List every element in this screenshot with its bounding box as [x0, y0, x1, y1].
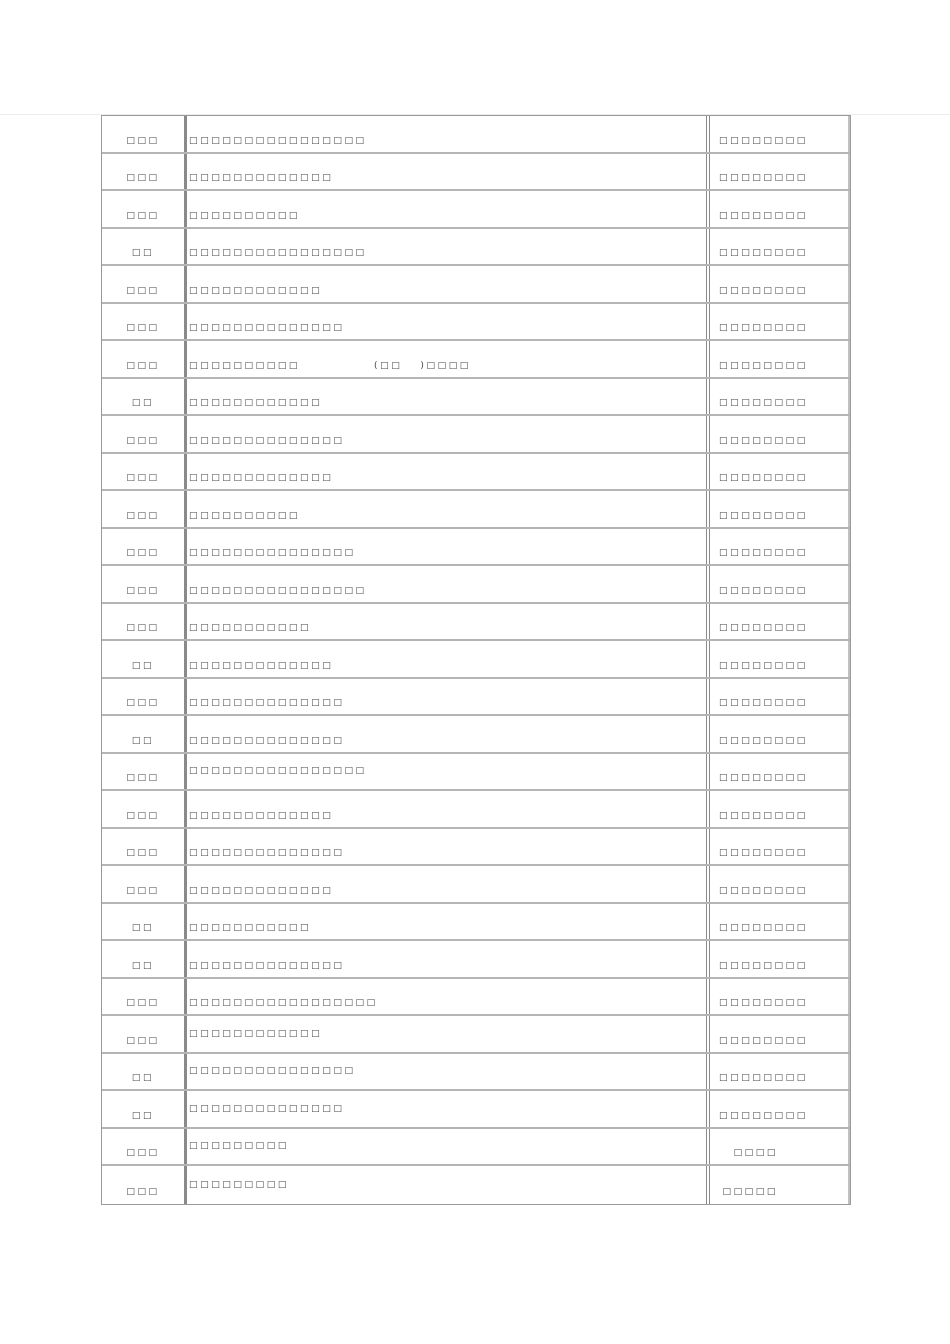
row-description-cell	[187, 116, 710, 152]
row-number-cell: □□□	[102, 1166, 187, 1204]
row-number-cell: □□□	[102, 116, 187, 152]
row-description-cell	[187, 491, 710, 527]
row-description-cell	[187, 416, 710, 452]
row-description-cell	[187, 454, 710, 490]
row-number-cell: □□	[102, 1054, 187, 1090]
row-description-text: □□□□□□□□□□□□□□	[189, 735, 345, 746]
row-date-cell: □□□□□□□□	[710, 866, 850, 902]
row-number-cell: □□□	[102, 566, 187, 602]
table-row	[102, 566, 850, 604]
row-description-paren-tail: )□□□□	[420, 360, 471, 371]
table-row	[102, 304, 850, 342]
table-row	[102, 829, 850, 867]
row-description-text: □□□□□□□□□□□□□□□□	[189, 585, 367, 596]
row-date-cell: □□□□	[710, 1129, 850, 1165]
row-description-cell	[187, 379, 710, 415]
row-description-cell	[187, 941, 710, 977]
row-description-cell	[187, 266, 710, 302]
row-date-cell: □□□□□□□□	[710, 604, 850, 640]
row-date-cell: □□□□□□□□	[710, 716, 850, 752]
row-description-cell	[187, 154, 710, 190]
row-date-cell: □□□□□□□□	[710, 1054, 850, 1090]
row-date-cell: □□□□□□□□	[710, 154, 850, 190]
row-description-cell	[187, 716, 710, 752]
row-number-cell: □□□	[102, 191, 187, 227]
table-row	[102, 604, 850, 642]
row-date-cell: □□□□□□□□	[710, 416, 850, 452]
table-row	[102, 1129, 850, 1167]
row-description-text: □□□□□□□□□□□□□□	[189, 698, 345, 709]
row-description-text: □□□□□□□□□□□□□□	[189, 323, 345, 334]
row-date-cell: □□□□□□□□	[710, 191, 850, 227]
document-table	[101, 115, 851, 1205]
table-row	[102, 154, 850, 192]
row-date-cell: □□□□□□□□	[710, 941, 850, 977]
row-description-cell	[187, 904, 710, 940]
row-description-cell	[187, 1129, 710, 1165]
table-row	[102, 1166, 850, 1204]
row-date-cell: □□□□□□□□	[710, 304, 850, 340]
row-date-cell: □□□□□□□□	[710, 529, 850, 565]
row-description-text: □□□□□□□□□	[189, 1179, 289, 1190]
row-description-text: □□□□□□□□□□□□□□□□	[189, 248, 367, 259]
row-description-text: □□□□□□□□□□	[189, 210, 301, 221]
row-description-cell	[187, 191, 710, 227]
row-description-cell	[187, 529, 710, 565]
table-row	[102, 454, 850, 492]
row-description-text: □□□□□□□□□□□□□□□	[189, 548, 356, 559]
row-date-cell: □□□□□□□□	[710, 1091, 850, 1127]
table-row	[102, 416, 850, 454]
row-date-cell: □□□□□□□□	[710, 266, 850, 302]
table-row	[102, 491, 850, 529]
table-row	[102, 679, 850, 717]
row-date-cell: □□□□□□□□	[710, 829, 850, 865]
row-description-cell	[187, 1016, 710, 1052]
row-date-cell: □□□□□□□□	[710, 679, 850, 715]
row-date-cell: □□□□□□□□	[710, 904, 850, 940]
row-number-cell: □□□	[102, 866, 187, 902]
table-row	[102, 979, 850, 1017]
row-description-text: □□□□□□□□□□	[189, 360, 301, 371]
table-row	[102, 529, 850, 567]
row-description-text: □□□□□□□□□□□□□□□□	[189, 766, 367, 777]
table-row	[102, 229, 850, 267]
row-number-cell: □□	[102, 229, 187, 265]
row-date-cell: □□□□□□□□	[710, 454, 850, 490]
row-date-cell: □□□□□	[710, 1166, 850, 1204]
row-description-cell	[187, 791, 710, 827]
row-description-cell	[187, 1054, 710, 1090]
row-description-text: □□□□□□□□□□□□□	[189, 473, 334, 484]
table-row	[102, 641, 850, 679]
row-date-cell: □□□□□□□□	[710, 379, 850, 415]
row-number-cell: □□□	[102, 604, 187, 640]
row-number-cell: □□□	[102, 529, 187, 565]
row-description-cell	[187, 341, 710, 377]
row-description-text: □□□□□□□□□□□□□	[189, 885, 334, 896]
row-date-cell: □□□□□□□□	[710, 791, 850, 827]
row-description-cell	[187, 979, 710, 1015]
row-number-cell: □□□	[102, 454, 187, 490]
row-description-text: □□□□□□□□□□□□□□□	[189, 1066, 356, 1077]
row-description-cell	[187, 754, 710, 790]
table-row	[102, 791, 850, 829]
row-number-cell: □□□	[102, 304, 187, 340]
row-description-cell	[187, 866, 710, 902]
row-description-text: □□□□□□□□□□□	[189, 923, 312, 934]
row-description-text: □□□□□□□□□□□□□□	[189, 960, 345, 971]
row-number-cell: □□	[102, 941, 187, 977]
row-number-cell: □□	[102, 379, 187, 415]
row-date-cell: □□□□□□□□	[710, 566, 850, 602]
row-description-paren-text: (□□	[374, 360, 403, 371]
table-row	[102, 1016, 850, 1054]
table-row	[102, 716, 850, 754]
table-row	[102, 866, 850, 904]
table-row	[102, 1054, 850, 1092]
table-row	[102, 341, 850, 379]
table-row	[102, 266, 850, 304]
table-row	[102, 191, 850, 229]
row-number-cell: □□□	[102, 1016, 187, 1052]
row-description-text: □□□□□□□□□□□□	[189, 398, 323, 409]
row-description-text: □□□□□□□□□□□□	[189, 1028, 323, 1039]
row-number-cell: □□	[102, 716, 187, 752]
row-date-cell: □□□□□□□□	[710, 491, 850, 527]
row-description-cell	[187, 566, 710, 602]
table-row	[102, 941, 850, 979]
row-number-cell: □□□	[102, 491, 187, 527]
row-description-text: □□□□□□□□□□□	[189, 623, 312, 634]
row-date-cell: □□□□□□□□	[710, 229, 850, 265]
row-number-cell: □□□	[102, 754, 187, 790]
table-row	[102, 1091, 850, 1129]
row-description-text: □□□□□□□□□□□□□□□□□	[189, 998, 378, 1009]
row-description-text: □□□□□□□□□□□□□	[189, 810, 334, 821]
row-number-cell: □□□	[102, 829, 187, 865]
row-date-cell: □□□□□□□□	[710, 116, 850, 152]
row-description-text: □□□□□□□□□□	[189, 510, 301, 521]
row-description-text: □□□□□□□□□□□□	[189, 285, 323, 296]
row-number-cell: □□□	[102, 979, 187, 1015]
row-date-cell: □□□□□□□□	[710, 641, 850, 677]
row-date-cell: □□□□□□□□	[710, 979, 850, 1015]
table-row	[102, 379, 850, 417]
table-row	[102, 904, 850, 942]
row-description-text: □□□□□□□□□□□□□□□□	[189, 135, 367, 146]
table-row	[102, 116, 850, 154]
row-description-cell	[187, 679, 710, 715]
row-date-cell: □□□□□□□□	[710, 754, 850, 790]
row-number-cell: □□□	[102, 1129, 187, 1165]
row-number-cell: □□□	[102, 416, 187, 452]
row-description-cell	[187, 829, 710, 865]
row-number-cell: □□□	[102, 791, 187, 827]
row-number-cell: □□	[102, 904, 187, 940]
row-description-text: □□□□□□□□□□□□□	[189, 660, 334, 671]
row-description-cell	[187, 304, 710, 340]
row-description-text: □□□□□□□□□□□□□□	[189, 435, 345, 446]
row-description-text: □□□□□□□□□□□□□□	[189, 848, 345, 859]
row-description-cell	[187, 1166, 710, 1204]
row-description-text: □□□□□□□□□□□□□	[189, 173, 334, 184]
row-date-cell: □□□□□□□□	[710, 1016, 850, 1052]
row-description-cell	[187, 604, 710, 640]
row-description-text: □□□□□□□□□□□□□□	[189, 1103, 345, 1114]
row-number-cell: □□□	[102, 679, 187, 715]
row-number-cell: □□	[102, 641, 187, 677]
table-row	[102, 754, 850, 792]
row-description-text: □□□□□□□□□	[189, 1141, 289, 1152]
row-number-cell: □□□	[102, 266, 187, 302]
row-number-cell: □□□	[102, 341, 187, 377]
row-number-cell: □□	[102, 1091, 187, 1127]
row-date-cell: □□□□□□□□	[710, 341, 850, 377]
row-description-cell	[187, 1091, 710, 1127]
row-description-cell	[187, 641, 710, 677]
row-description-cell	[187, 229, 710, 265]
row-number-cell: □□□	[102, 154, 187, 190]
